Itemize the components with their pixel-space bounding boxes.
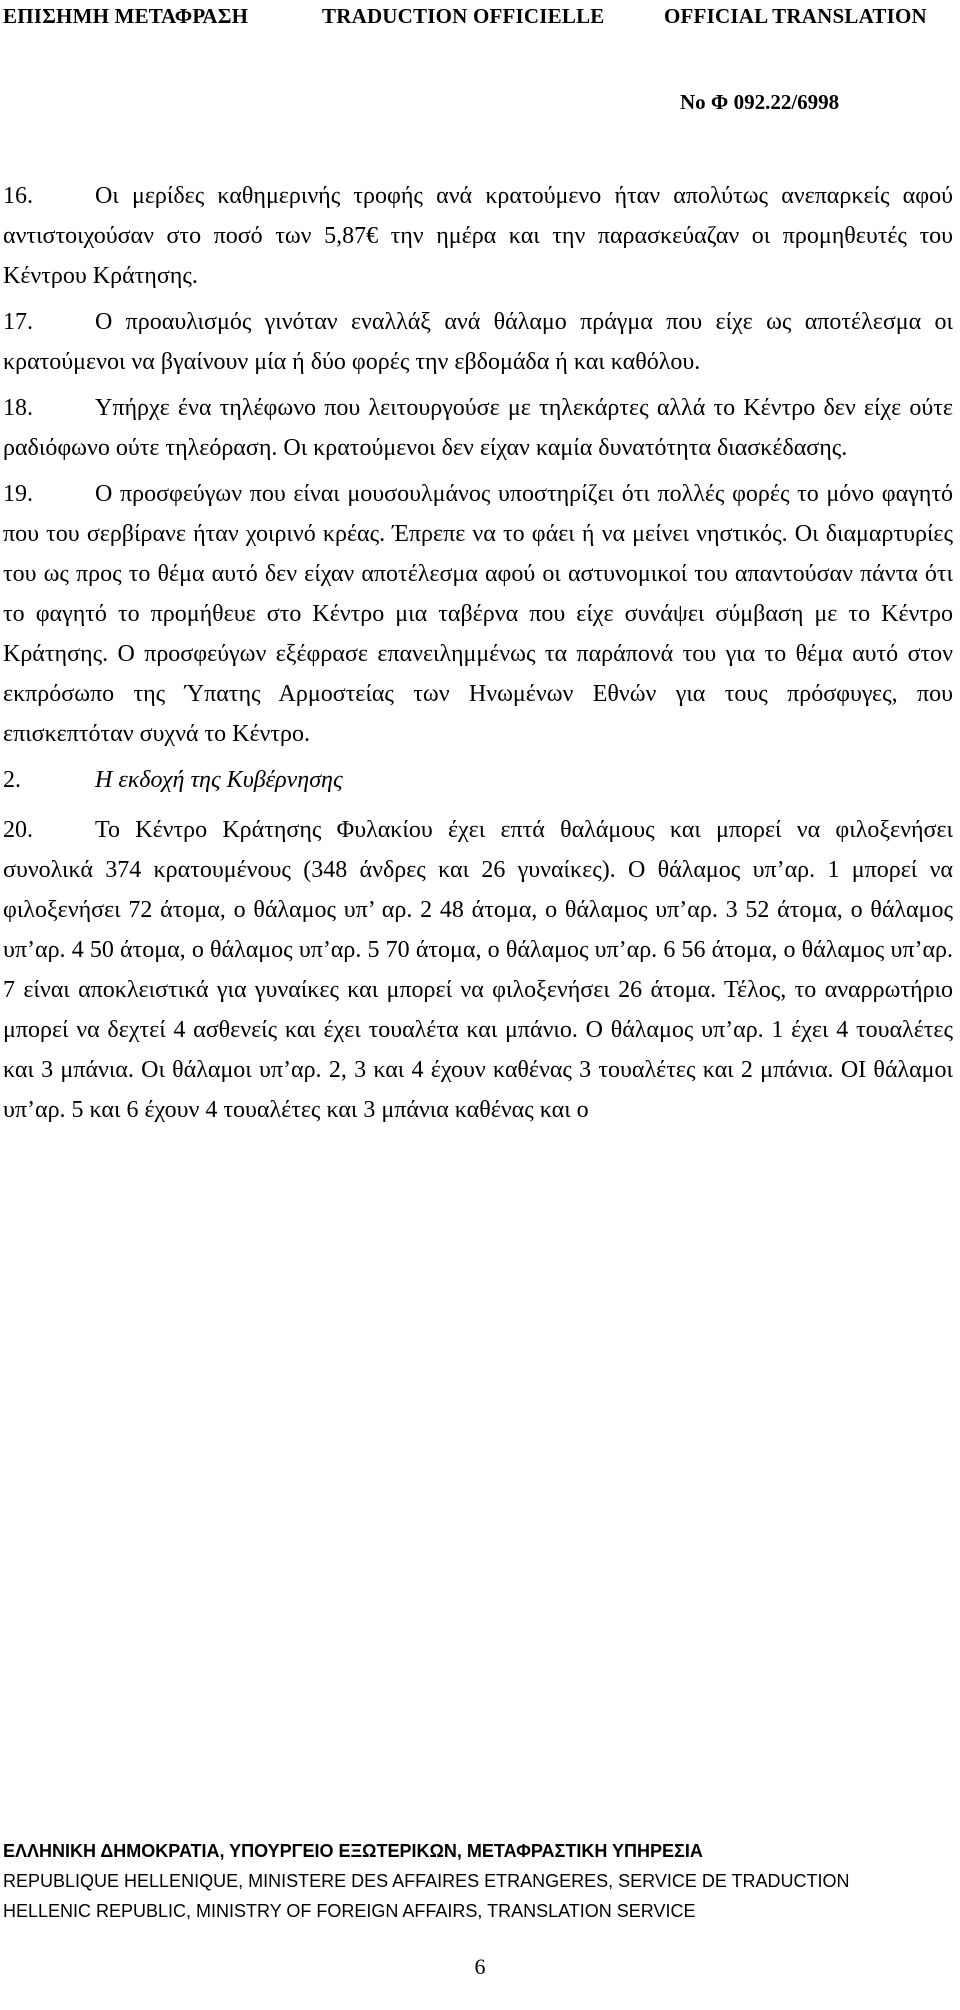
- paragraph-18: [3, 388, 953, 468]
- paragraph-16: [3, 176, 953, 296]
- paragraph-17: [3, 302, 953, 382]
- header-greek: ΕΠΙΣΗΜΗ ΜΕΤΑΦΡΑΣΗ: [3, 4, 249, 28]
- header-french: TRADUCTION OFFICIELLE: [322, 4, 605, 28]
- paragraph-text: Υπήρχε ένα τηλέφωνο που λειτουργούσε με τηλεκάρτες αλλά το Κέντρο δεν είχε ούτε ραδιόφωνο ούτε τηλεόραση. Οι κρατούμενοι δεν είχαν καμία δυνατότητα διασκέδασης.: [3, 395, 953, 461]
- paragraph-text: Ο προαυλισμός γινόταν εναλλάξ ανά θάλαμο πράγμα που είχε ως αποτέλεσμα οι κρατούμενοι να βγαίνουν μία ή δύο φορές την εβδομάδα ή και καθόλου.: [3, 309, 953, 375]
- paragraph-20: [3, 810, 953, 1130]
- section-number: 2.: [3, 767, 21, 793]
- page-number: 6: [474, 1954, 486, 1979]
- paragraph-number: 20.: [3, 817, 33, 843]
- paragraph-text: Το Κέντρο Κράτησης Φυλακίου έχει επτά θαλάμους και μπορεί να φιλοξενήσει συνολικά 374 κρατουμένους (348 άνδρες και 26 γυναίκες). Ο θάλαμος υπ’αρ. 1 μπορεί να φιλοξενήσει 72 άτομα, ο θάλαμος υπ’ αρ. 2 48 άτομα, ο θάλαμος υπ’αρ. 3 52 άτομα, ο θάλαμος υπ’αρ. 4 50 άτομα, ο θάλαμος υπ’αρ. 5 70 άτομα, ο θάλαμος υπ’αρ. 6 56 άτομα, ο θάλαμος υπ’αρ. 7 είναι αποκλειστικά για γυναίκες και μπορεί να φιλοξενήσει 26 άτομα. Τέλος, το αναρρωτήριο μπορεί να δεχτεί 4 ασθενείς και έχει τουαλέτα και μπάνιο. Ο θάλαμος υπ’αρ. 1 έχει 4 τουαλέτες και 3 μπάνια. Οι θάλαμοι υπ’αρ. 2, 3 και 4 έχουν καθένας 3 τουαλέτες και 2 μπάνια. ΟΙ θάλαμοι υπ’αρ. 5 και 6 έχουν 4 τουαλέτες και 3 μπάνια καθένας και ο: [3, 817, 953, 1123]
- section-title: Η εκδοχή της Κυβέρνησης: [95, 767, 343, 793]
- reference-number: No Φ 092.22/6998: [680, 90, 840, 114]
- footer-greek: ΕΛΛΗΝΙΚΗ ΔΗΜΟΚΡΑΤΙΑ, ΥΠΟΥΡΓΕΙΟ ΕΞΩΤΕΡΙΚΩΝ, ΜΕΤΑΦΡΑΣΤΙΚΗ ΥΠΗΡΕΣΙΑ: [3, 1841, 703, 1861]
- page-header: [0, 4, 960, 32]
- paragraph-number: 19.: [3, 481, 33, 507]
- paragraph-number: 16.: [3, 183, 33, 209]
- paragraph-number: 18.: [3, 395, 33, 421]
- paragraph-text: Οι μερίδες καθημερινής τροφής ανά κρατούμενο ήταν απολύτως ανεπαρκείς αφού αντιστοιχούσαν στο ποσό των 5,87€ την ημέρα και την παρασκεύαζαν οι προμηθευτές του Κέντρου Κράτησης.: [3, 183, 953, 289]
- header-english: OFFICIAL TRANSLATION: [664, 4, 927, 28]
- section-heading: [3, 760, 953, 800]
- paragraph-text: Ο προσφεύγων που είναι μουσουλμάνος υποστηρίζει ότι πολλές φορές το μόνο φαγητό που του σερβίρανε ήταν χοιρινό κρέας. Έπρεπε να το φάει ή να μείνει νηστικός. Οι διαμαρτυρίες του ως προς το θέμα αυτό δεν είχαν αποτέλεσμα αφού οι αστυνομικοί του απαντούσαν πάντα ότι το φαγητό το προμήθευε στο Κέντρο μια ταβέρνα που είχε συνάψει σύμβαση με το Κέντρο Κράτησης. Ο προσφεύγων εξέφρασε επανειλημμένως τα παράπονά του για το θέμα αυτό στον εκπρόσωπο της Ύπατης Αρμοστείας των Ηνωμένων Εθνών για τους πρόσφυγες, που επισκεπτόταν συχνά το Κέντρο.: [3, 481, 953, 747]
- document-body: [3, 176, 953, 1136]
- footer-english: HELLENIC REPUBLIC, MINISTRY OF FOREIGN AFFAIRS, TRANSLATION SERVICE: [3, 1901, 696, 1921]
- paragraph-19: [3, 474, 953, 754]
- page-footer: [3, 1836, 953, 1926]
- paragraph-number: 17.: [3, 309, 33, 335]
- footer-french: REPUBLIQUE HELLENIQUE, MINISTERE DES AFFAIRES ETRANGERES, SERVICE DE TRADUCTION: [3, 1871, 850, 1891]
